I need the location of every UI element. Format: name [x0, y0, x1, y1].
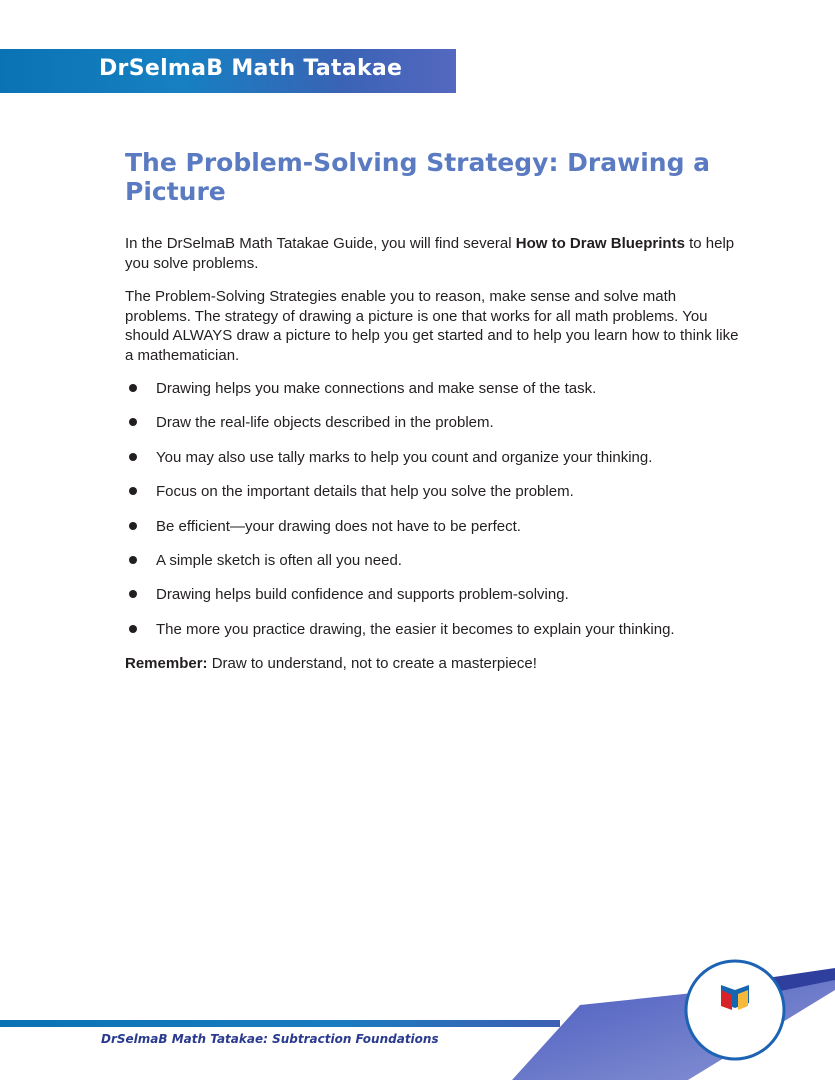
- intro-prefix: In the DrSelmaB Math Tatakae Guide, you will find several: [125, 235, 516, 252]
- strategy-paragraph: The Problem-Solving Strategies enable you to reason, make sense and solve math problems. The strategy of drawing a picture is one that works for all math problems. You should ALWAYS draw a picture to help you get started and to help you learn how to think like a mathematician.: [125, 288, 739, 364]
- footer-text: DrSelmaB Math Tatakae: Subtraction Foundations: [101, 1032, 439, 1046]
- bullet-text: Drawing helps build confidence and supports problem-solving.: [156, 586, 569, 604]
- bullet-text: Draw the real-life objects described in the problem.: [156, 414, 494, 432]
- logo-badge-icon: [686, 961, 784, 1059]
- footer-stripe: [0, 1020, 560, 1027]
- bullet-text: A simple sketch is often all you need.: [156, 551, 402, 569]
- intro-bold: How to Draw Blueprints: [515, 235, 685, 252]
- remember-text: Draw to understand, not to create a masterpiece!: [207, 655, 537, 673]
- bullet-text: Focus on the important details that help you solve the problem.: [156, 483, 574, 501]
- bullet-text: Drawing helps you make connections and make sense of the task.: [156, 380, 597, 397]
- bullet-text: Be efficient—your drawing does not have to be perfect.: [156, 517, 521, 535]
- intro-suffix: to help you solve problems.: [125, 235, 735, 272]
- bullet-text: The more you practice drawing, the easier it becomes to explain your thinking.: [156, 620, 675, 638]
- bullet-text: You may also use tally marks to help you count and organize your thinking.: [156, 448, 653, 466]
- footer-swoosh: [512, 978, 835, 1080]
- page-title: The Problem-Solving Strategy: Drawing a Picture: [125, 148, 711, 206]
- remember-label: Remember:: [125, 655, 208, 673]
- header-title: DrSelmaB Math Tatakae: [99, 56, 403, 81]
